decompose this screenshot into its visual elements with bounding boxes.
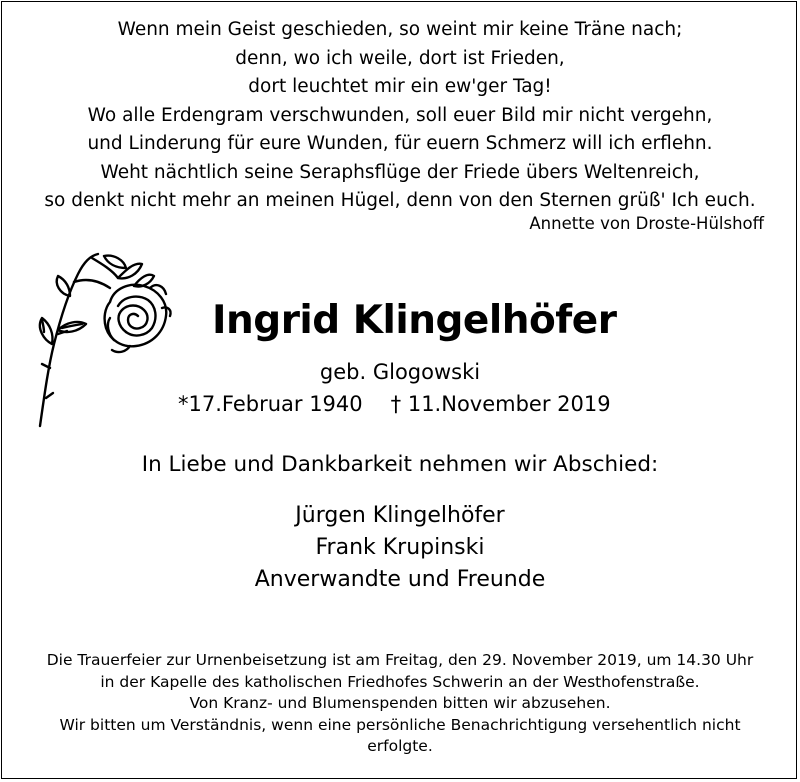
notice-line: in der Kapelle des katholischen Friedhofes Schwerin an der Westhofenstraße. — [100, 672, 700, 691]
notice-line: Wir bitten um Verständnis, wenn eine persönliche Benachrichtigung versehentlich nicht — [59, 715, 741, 734]
poem-line: und Linderung für eure Wunden, für euern Schmerz will ich erflehn. — [87, 133, 713, 154]
farewell-text: In Liebe und Dankbarkeit nehmen wir Abschied: — [141, 452, 659, 477]
poem-line: Wo alle Erdengram verschwunden, soll euer Bild mir nicht vergehn, — [87, 104, 713, 126]
birth-date: *17.Februar 1940 — [178, 392, 363, 416]
maiden-name: geb. Glogowski — [319, 360, 481, 384]
mourner-name: Frank Krupinski — [315, 535, 485, 560]
mourner-name: Jürgen Klingelhöfer — [295, 503, 505, 528]
mourner-name: Anverwandte und Freunde — [254, 567, 546, 592]
poem-line: Weht nächtlich seine Seraphsflüge der Friede übers Weltenreich, — [100, 161, 700, 183]
death-date: † 11.November 2019 — [390, 392, 611, 416]
poem-line: denn, wo ich weile, dort ist Frieden, — [235, 47, 565, 69]
poem-author: Annette von Droste-Hülshoff — [529, 214, 764, 233]
mourners-list — [0, 500, 800, 596]
life-dates — [178, 392, 611, 416]
poem-line: Wenn mein Geist geschieden, so weint mir keine Träne nach; — [117, 19, 683, 40]
notice-line: Die Trauerfeier zur Urnenbeisetzung ist am Freitag, den 29. November 2019, um 14.30 Uhr — [46, 651, 754, 669]
deceased-name: Ingrid Klingelhöfer — [212, 298, 617, 343]
rose-icon — [30, 248, 180, 428]
funeral-notice — [0, 650, 800, 758]
poem — [0, 16, 800, 216]
poem-line: dort leuchtet mir ein ew'ger Tag! — [248, 76, 552, 97]
notice-line: Von Kranz- und Blumenspenden bitten wir abzusehen. — [189, 694, 611, 712]
poem-line: so denkt nicht mehr an meinen Hügel, denn von den Sternen grüß' Ich euch. — [44, 190, 756, 211]
notice-line: erfolgte. — [367, 737, 433, 755]
